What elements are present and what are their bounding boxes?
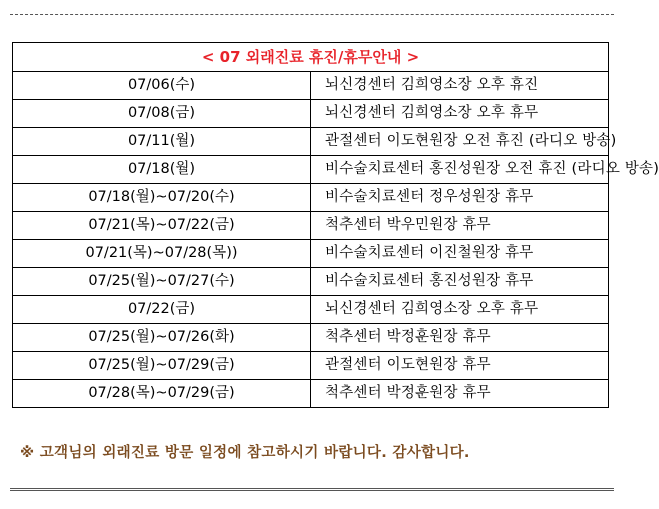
row-date: 07/06(수): [13, 72, 311, 100]
row-date: 07/28(목)~07/29(금): [13, 380, 311, 408]
row-description: 비수술치료센터 정우성원장 휴무: [311, 184, 609, 212]
table-row: [13, 352, 609, 380]
row-date: 07/25(월)~07/29(금): [13, 352, 311, 380]
notice-title: < 07 외래진료 휴진/휴무안내 >: [13, 43, 609, 72]
row-date: 07/25(월)~07/26(화): [13, 324, 311, 352]
table-row: [13, 268, 609, 296]
table-row: [13, 128, 609, 156]
row-description: 비수술치료센터 홍진성원장 오전 휴진 (라디오 방송): [311, 156, 609, 184]
row-date: 07/25(월)~07/27(수): [13, 268, 311, 296]
schedule-body: [13, 43, 659, 408]
row-description: 척추센터 박정훈원장 휴무: [311, 380, 609, 408]
table-row: [13, 100, 609, 128]
row-date: 07/22(금): [13, 296, 311, 324]
row-date: 07/21(목)~07/28(목)): [13, 240, 311, 268]
row-date: 07/11(월): [13, 128, 311, 156]
row-description: 뇌신경센터 김희영소장 오후 휴무: [311, 296, 609, 324]
table-row: [13, 72, 609, 100]
table-row: [13, 156, 609, 184]
table-row: [13, 184, 609, 212]
row-description: 비수술치료센터 홍진성원장 휴무: [311, 268, 609, 296]
closure-schedule-table: [12, 42, 659, 408]
row-description: 관절센터 이도현원장 오전 휴진 (라디오 방송): [311, 128, 609, 156]
row-description: 척추센터 박정훈원장 휴무: [311, 324, 609, 352]
table-row: [13, 324, 609, 352]
row-description: 뇌신경센터 김희영소장 오후 휴무: [311, 100, 609, 128]
visit-notice-footer: ※ 고객님의 외래진료 방문 일정에 참고하시기 바랍니다. 감사합니다.: [20, 445, 470, 461]
table-row: [13, 240, 609, 268]
row-date: 07/18(월): [13, 156, 311, 184]
table-row: [13, 380, 609, 408]
table-row: [13, 296, 609, 324]
row-description: 척추센터 박우민원장 휴무: [311, 212, 609, 240]
row-description: 관절센터 이도현원장 휴무: [311, 352, 609, 380]
row-date: 07/18(월)~07/20(수): [13, 184, 311, 212]
top-divider: [10, 14, 614, 15]
row-description: 뇌신경센터 김희영소장 오후 휴진: [311, 72, 609, 100]
table-row: [13, 212, 609, 240]
row-description: 비수술치료센터 이진철원장 휴무: [311, 240, 609, 268]
row-date: 07/21(목)~07/22(금): [13, 212, 311, 240]
bottom-divider: [10, 488, 614, 491]
row-date: 07/08(금): [13, 100, 311, 128]
title-row: [13, 43, 609, 72]
